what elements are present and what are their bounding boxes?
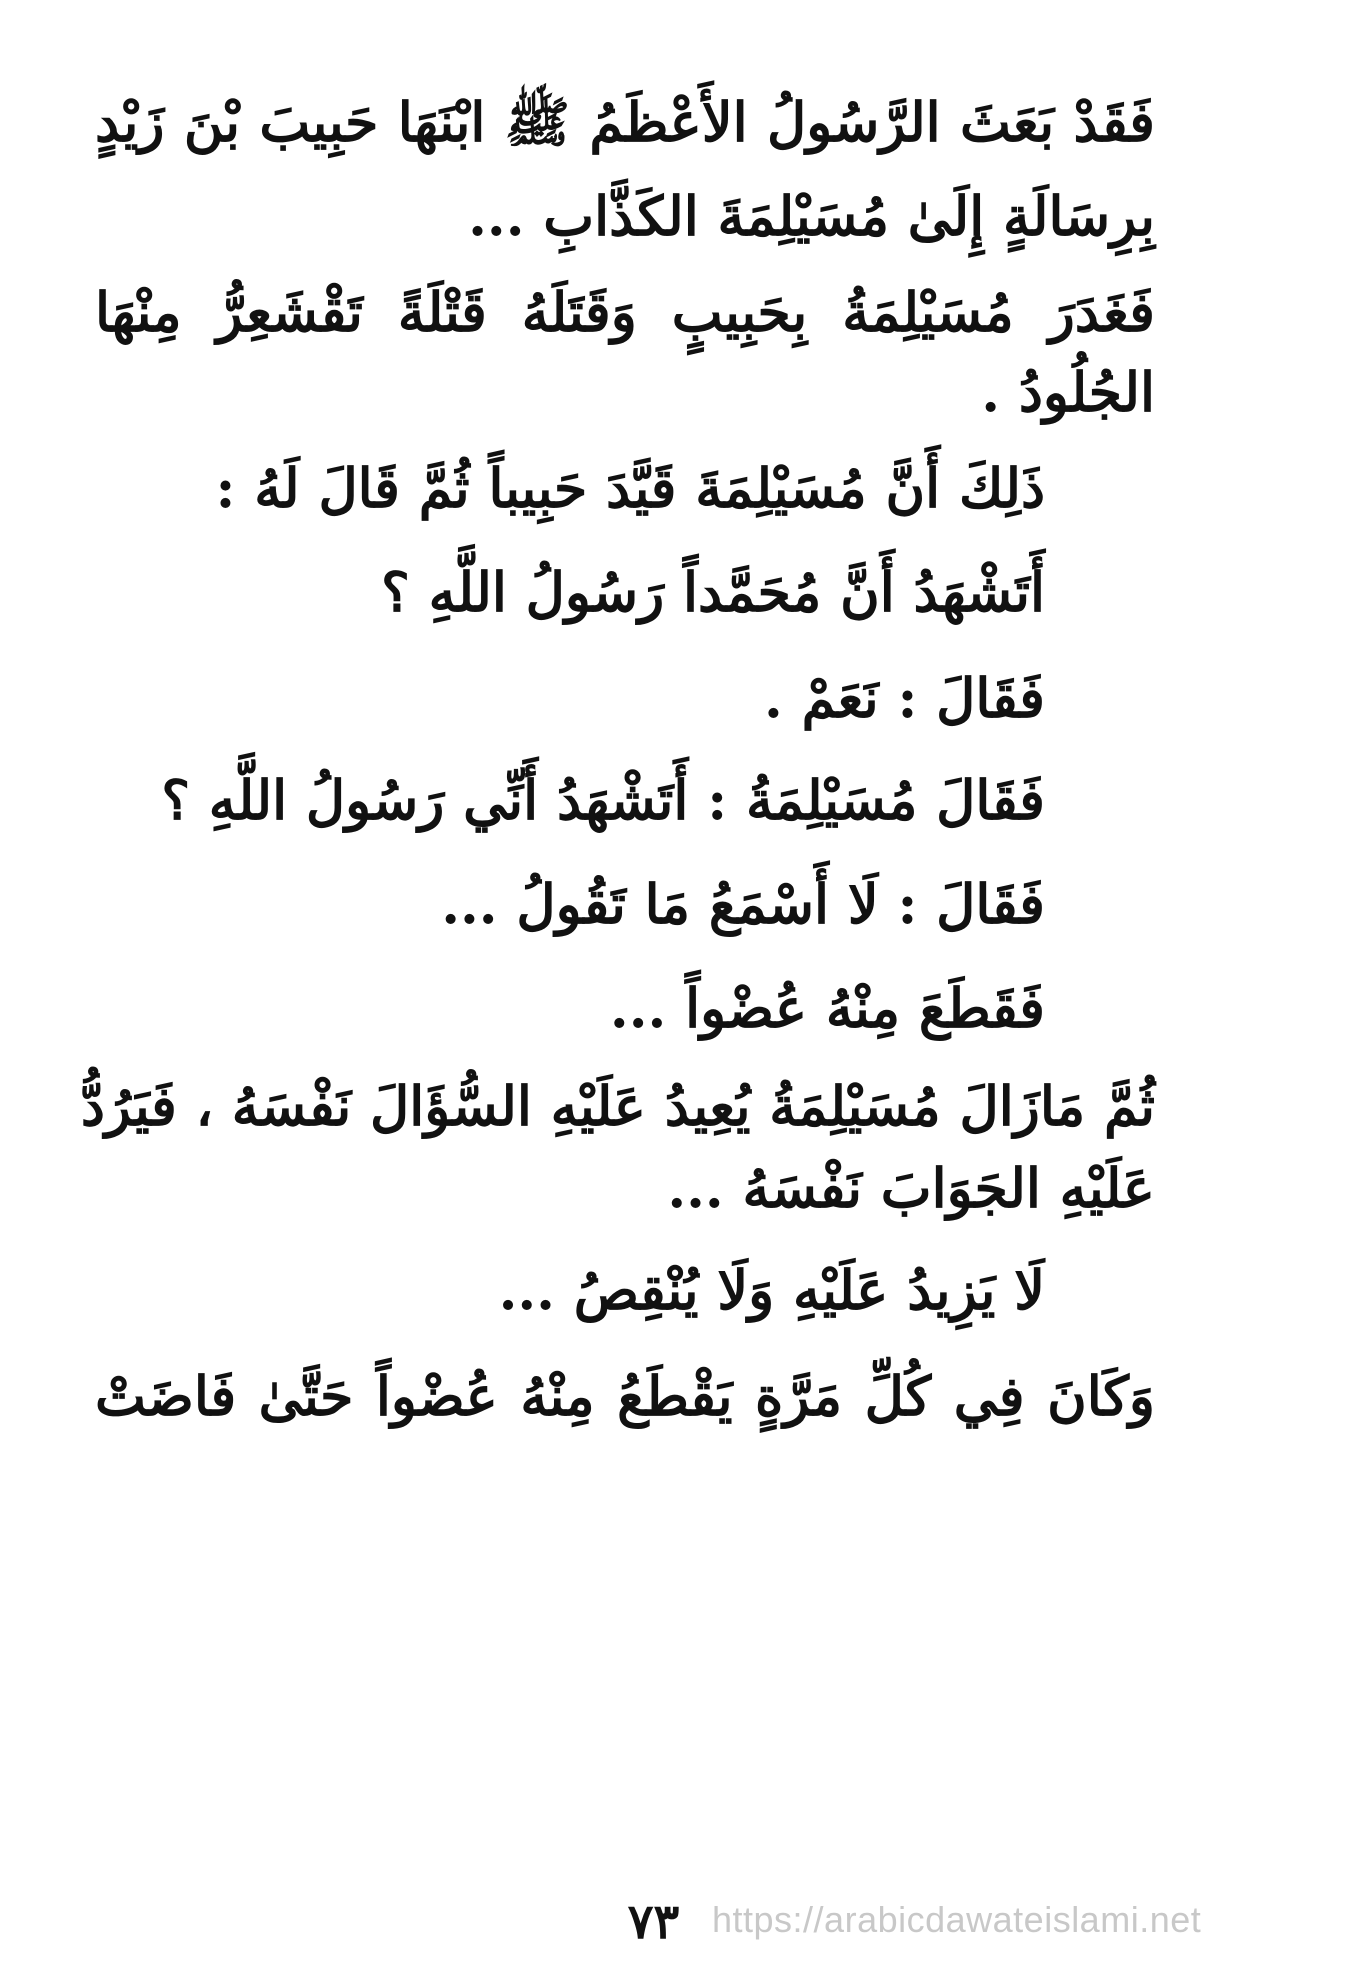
text-line-9: فَقَالَ : لَا أَسْمَعُ مَا تَقُولُ ...	[441, 872, 1045, 936]
text-line-11: ثُمَّ مَازَالَ مُسَيْلِمَةُ يُعِيدُ عَلَيْهِ السُّؤَالَ نَفْسَهُ ، فَيَرُدُّ	[80, 1074, 1155, 1138]
text-line-6: أَتَشْهَدُ أَنَّ مُحَمَّداً رَسُولُ اللَّهِ ؟	[381, 560, 1045, 624]
text-line-14: وَكَانَ فِي كُلِّ مَرَّةٍ يَقْطَعُ مِنْهُ عُضْواً حَتَّىٰ فَاضَتْ	[95, 1364, 1155, 1428]
page-number: ٧٣	[627, 1894, 680, 1950]
watermark-url: https://arabicdawateislami.net	[712, 1899, 1202, 1940]
text-line-1: فَقَدْ بَعَثَ الرَّسُولُ الأَعْظَمُ ﷺ ابْنَهَا حَبِيبَ بْنَ زَيْدٍ	[95, 90, 1155, 154]
text-line-7: فَقَالَ : نَعَمْ .	[764, 666, 1045, 730]
text-line-13: لَا يَزِيدُ عَلَيْهِ وَلَا يُنْقِصُ ...	[498, 1258, 1045, 1322]
text-line-3: فَغَدَرَ مُسَيْلِمَةُ بِحَبِيبٍ وَقَتَلَهُ قَتْلَةً تَقْشَعِرُّ مِنْهَا	[95, 280, 1155, 344]
text-line-5: ذَلِكَ أَنَّ مُسَيْلِمَةَ قَيَّدَ حَبِيباً ثُمَّ قَالَ لَهُ :	[215, 456, 1045, 520]
text-line-4: الجُلُودُ .	[981, 360, 1155, 424]
text-line-8: فَقَالَ مُسَيْلِمَةُ : أَتَشْهَدُ أَنِّي رَسُولُ اللَّهِ ؟	[161, 768, 1045, 832]
text-line-2: بِرِسَالَةٍ إِلَىٰ مُسَيْلِمَةَ الكَذَّابِ ...	[468, 184, 1155, 248]
text-line-12: عَلَيْهِ الجَوَابَ نَفْسَهُ ...	[667, 1156, 1155, 1220]
text-line-10: فَقَطَعَ مِنْهُ عُضْواً ...	[609, 976, 1045, 1040]
